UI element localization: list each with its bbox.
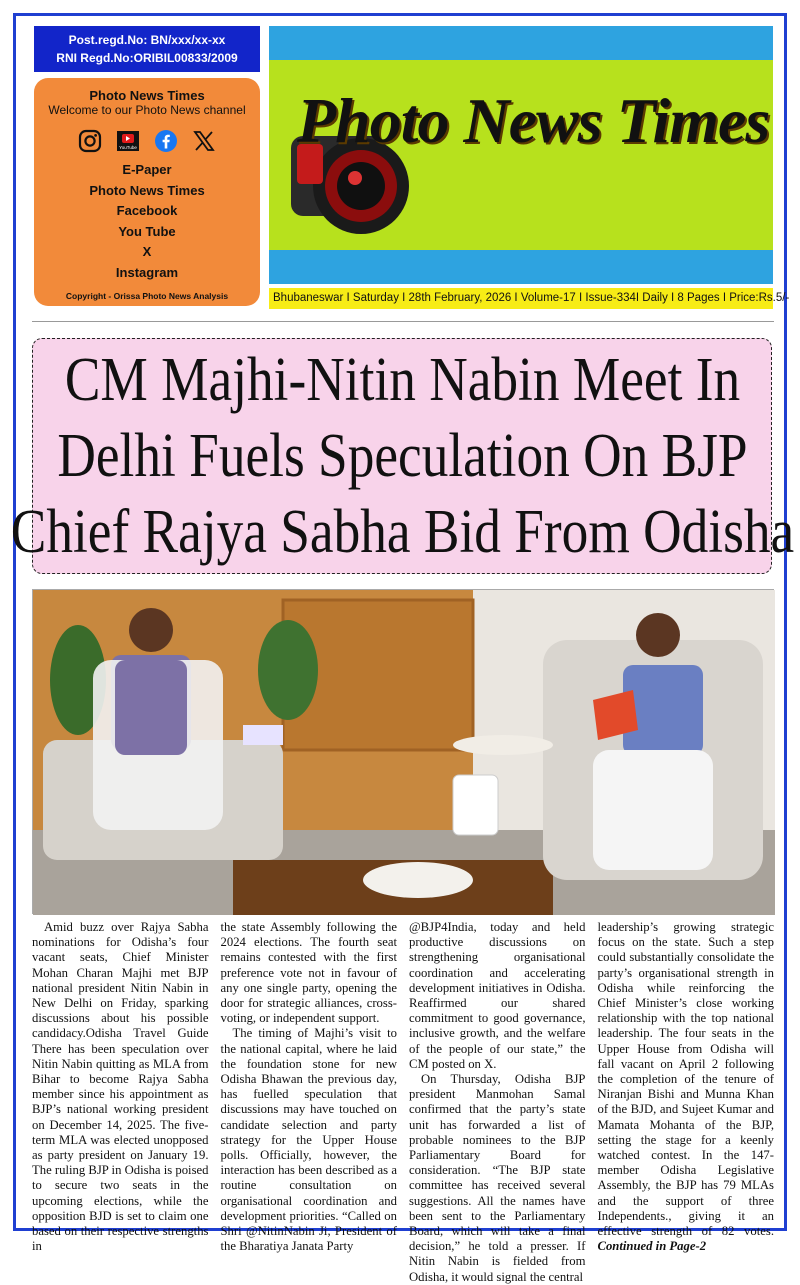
continued-link[interactable]: Continued in Page-2: [597, 1239, 707, 1254]
link-x[interactable]: X: [142, 244, 152, 259]
rni-registration: RNI Regd.No:ORIBIL00833/2009: [56, 51, 238, 65]
link-epaper[interactable]: E-Paper: [122, 162, 172, 177]
link-photo-news-times[interactable]: Photo News Times: [89, 182, 205, 198]
promo-title: Photo News Times: [89, 88, 205, 103]
article-paragraph: the state Assembly following the 2024 elections. The fourth seat remains contested with the first preference vote not in favour of any one single party, opening the door for strategic alliances, cross-voting, or independent support.: [220, 920, 397, 1026]
article-paragraph: @BJP4India, today and held productive discussions on strengthening organisational coordination and accelerating development initiatives in Odisha. Reaffirmed our shared commitment to good governance, inclusive growth, and the welfare of the people of our state,” the CM posted on X.: [409, 920, 586, 1071]
headline-box: [10, 338, 794, 574]
copyright: Copyright - Orissa Photo News Analysis: [65, 291, 229, 301]
headline: [10, 342, 793, 570]
youtube-icon-label: YouTube: [119, 145, 137, 150]
link-facebook[interactable]: Facebook: [116, 203, 178, 218]
page-frame: [10, 13, 794, 1284]
headline-line-1: CM Majhi-Nitin Nabin Meet In: [64, 346, 740, 414]
link-youtube[interactable]: You Tube: [118, 223, 176, 239]
facebook-icon[interactable]: [154, 129, 178, 153]
article-paragraph: [598, 920, 775, 1254]
dateline: Bhubaneswar I Saturday I 28th February, 2026 I Volume-17 I Issue-334I Daily I 8 Pages I Price:Rs.5/-: [269, 288, 773, 309]
news-photo: [32, 589, 774, 914]
headline-line-2: Delhi Fuels Speculation On BJP: [56, 422, 748, 490]
article-paragraph: Amid buzz over Rajya Sabha nominations for Odisha’s four vacant seats, Chief Minister Mohan Charan Majhi met BJP national president Nitin Nabin in New Delhi on Friday, sparking discussions about his possible candidacy.Odisha Travel Guide There has been speculation over Nitin Nabin quitting as MLA from Bihar to become Rajya Sabha member since his appointment as BJP’s national working president on December 14, 2025. The five-term MLA was elected unopposed as party president on January 19. The ruling BJP in Odisha is poised to secure two seats in the upcoming elections, while the opposition BJD is set to claim one based on their respective strengths in: [32, 920, 209, 1254]
article-column-1: [32, 920, 209, 1254]
social-icons: [34, 128, 260, 154]
article-paragraph: The timing of Majhi’s visit to the national capital, where he laid the foundation stone for new Odisha Bhawan the previous day, has fuelled speculation that discussions may have touched on candidate selection and party strategy for the Upper House polls. Officially, however, the interaction has been described as a routine consultation on organisational coordination and development priorities. “Called on Shri @NitinNabin Ji, President of the Bharatiya Janata Party: [220, 1026, 397, 1254]
masthead-logo: [269, 26, 773, 284]
masthead-divider: [32, 321, 774, 322]
promo-subtitle: Welcome to our Photo News channel: [48, 103, 246, 117]
logo-title: Photo News Times: [297, 85, 770, 156]
article-body: [32, 920, 774, 1284]
postal-registration: Post.regd.No: BN/xxx/xx-xx: [68, 33, 226, 47]
x-icon[interactable]: [192, 129, 216, 153]
registration-box: [34, 26, 260, 72]
article-column-2: [220, 920, 398, 1254]
promo-box: [34, 78, 260, 306]
instagram-icon[interactable]: [78, 129, 102, 153]
meeting-photo-illustration: [33, 590, 775, 915]
article-paragraph: On Thursday, Odisha BJP president Manmohan Samal confirmed that the party’s state unit has forwarded a list of probable nominees to the BJP Parliamentary Board for consideration. “The BJP state committee has received several suggestions. All the names have been sent to the Parliamentary Board, which will take a final decision,” he told a presser. If Nitin Nabin is fielded from Odisha, it would signal the central: [409, 1072, 586, 1284]
logo-top-strip: [269, 26, 773, 60]
promo-links: [34, 160, 260, 283]
article-column-3: [409, 920, 586, 1284]
youtube-icon[interactable]: [116, 129, 140, 153]
headline-line-3: Chief Rajya Sabha Bid From Odisha: [10, 498, 794, 566]
article-column-4: [597, 920, 775, 1254]
link-instagram[interactable]: Instagram: [115, 264, 179, 280]
article-text: leadership’s growing strategic focus on the state. Such a step could substantially consolidate the party’s organisational strength in Odisha while reinforcing the Chief Minister’s close working relationship with the top national leadership. The four seats in the Upper House from Odisha will fall vacant on April 2 following the completion of the tenure of Niranjan Bishi and Munna Khan of the BJD, and Sujeet Kumar and Mamata Mohanta of the BJP, setting the stage for a keenly watched contest. In the 147-member Odisha Legislative Assembly, the BJP has 79 MLAs and the support of three Independents., giving it an effective strength of 82 votes.: [597, 920, 774, 1239]
